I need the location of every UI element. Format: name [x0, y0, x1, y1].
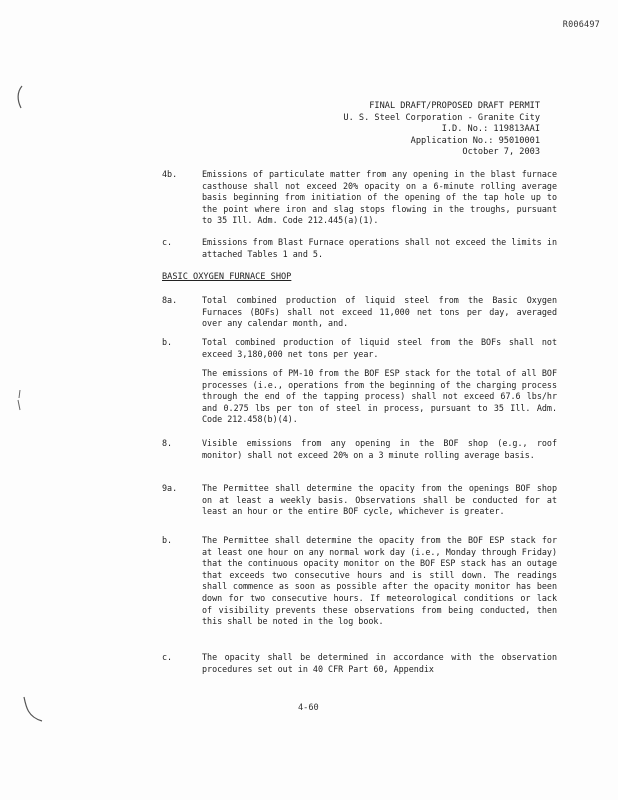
scan-mark-bottom-left-icon [22, 695, 46, 725]
header-title: FINAL DRAFT/PROPOSED DRAFT PERMIT [369, 101, 540, 111]
condition-number: 4b. [162, 169, 178, 179]
header-id-number: I.D. No.: 119813AAI [441, 124, 540, 135]
permit-header [343, 101, 540, 159]
header-date: October 7, 2003 [462, 147, 540, 158]
document-id: R006497 [562, 20, 600, 30]
scan-mark-top-left-icon [14, 84, 26, 110]
condition-item [162, 295, 562, 330]
condition-number: b. [162, 535, 173, 545]
scan-mark-middle-left-icon [14, 388, 24, 412]
condition-item [162, 438, 562, 461]
condition-item [162, 337, 562, 360]
condition-item [162, 169, 562, 227]
condition-number: 8. [162, 438, 173, 448]
condition-number: c. [162, 237, 173, 247]
header-application-number: Application No.: 95010001 [410, 135, 540, 146]
condition-number: c. [162, 652, 173, 662]
condition-text: Emissions of particulate matter from any opening in the blast furnace casthouse shall not exceed 20% opacity on a 6-minute rolling average basis beginning from initiation of the opening of the tap hole up to the point where iron and slag stops flowing in the troughs, pursuant to 35 Ill. Adm. Code 212.445(a)(1). [202, 169, 557, 226]
condition-text: Visible emissions from any opening in the BOF shop (e.g., roof monitor) shall not exceed 20% on a 3 minute rolling average basis. [202, 438, 557, 460]
condition-text: Total combined production of liquid steel from the Basic Oxygen Furnaces (BOFs) shall not exceed 11,000 net tons per day, averaged over any calendar month, and. [202, 295, 557, 329]
page-number: 4-60 [298, 703, 319, 713]
condition-text: The opacity shall be determined in accordance with the observation procedures set out in 40 CFR Part 60, Appendix [202, 652, 557, 674]
condition-item [162, 368, 562, 426]
section-heading: BASIC OXYGEN FURNACE SHOP [162, 272, 292, 282]
condition-text: The Permittee shall determine the opacity from the openings BOF shop on at least a weekly basis. Observations shall be conducted for at least an hour or the entire BOF cycle, whichever is greater. [202, 483, 557, 517]
condition-text: Total combined production of liquid steel from the BOFs shall not exceed 3,180,000 net tons per year. [202, 337, 557, 359]
condition-number: b. [162, 337, 173, 347]
condition-item [162, 483, 562, 518]
condition-item [162, 237, 562, 260]
header-company: U. S. Steel Corporation - Granite City [343, 112, 540, 123]
condition-item [162, 652, 562, 675]
condition-text: Emissions from Blast Furnace operations shall not exceed the limits in attached Tables 1 and 5. [202, 237, 557, 259]
condition-text: The emissions of PM-10 from the BOF ESP stack for the total of all BOF processes (i.e., operations from the beginning of the charging process through the end of the tapping process) shall not exceed 67.6 lbs/hr and 0.275 lbs per ton of steel in process, pursuant to 35 Ill. Adm. Code 212.458(b)(4). [202, 368, 557, 425]
condition-item [162, 535, 562, 628]
condition-text: The Permittee shall determine the opacity from the BOF ESP stack for at least one hour on any normal work day (i.e., Monday through Friday) that the continuous opacity monitor on the BOF ESP stack has an outage that exceeds two consecutive hours and is still down. The readings shall commence as soon as possible after the opacity monitor has been down for two consecutive hours. If meteorological conditions or lack of visibility prevents these observations from being conducted, then this shall be noted in the log book. [202, 535, 557, 627]
condition-number: 8a. [162, 295, 178, 305]
condition-number: 9a. [162, 483, 178, 493]
